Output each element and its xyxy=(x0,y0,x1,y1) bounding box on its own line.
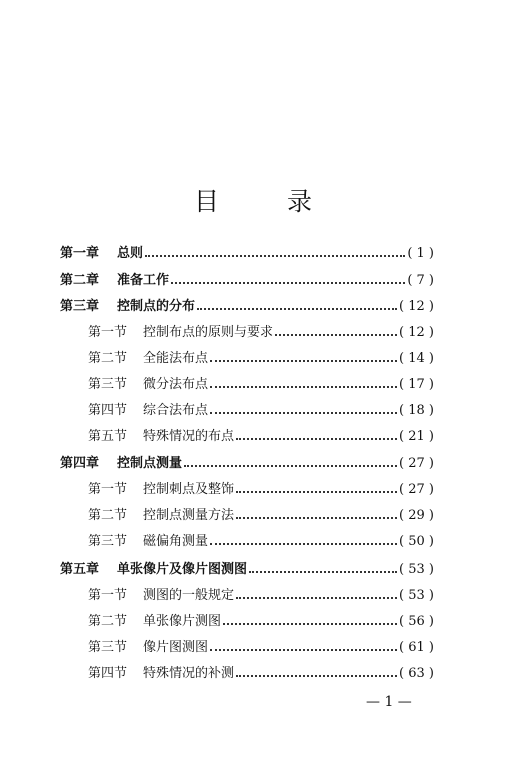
toc-chapter-row xyxy=(0,292,506,314)
toc-section-row xyxy=(0,396,506,418)
toc-section-row xyxy=(0,659,506,681)
toc-dot-leader xyxy=(210,649,397,651)
toc-chapter-row xyxy=(0,555,506,577)
toc-entry-number: 第五章 xyxy=(60,562,100,577)
toc-entry-page: ( 18 ) xyxy=(399,403,434,418)
toc-entry-number: 第一节 xyxy=(88,482,128,497)
toc-dot-leader xyxy=(236,517,397,519)
toc-entry-number: 第一节 xyxy=(88,325,128,340)
toc-entry-label: 微分法布点 xyxy=(143,377,209,392)
toc-entry-page: ( 27 ) xyxy=(399,456,434,471)
toc-dot-leader xyxy=(171,282,405,284)
toc-section-row xyxy=(0,527,506,549)
toc-dot-leader xyxy=(197,308,397,310)
toc-entry-label: 测图的一般规定 xyxy=(143,588,235,603)
toc-section-row xyxy=(0,581,506,603)
page-number: — 1 — xyxy=(366,694,412,710)
toc-entry-number: 第三节 xyxy=(88,377,128,392)
toc-entry-page: ( 27 ) xyxy=(399,482,434,497)
toc-entry-number: 第三节 xyxy=(88,534,128,549)
toc-chapter-row xyxy=(0,449,506,471)
page-title: 目 录 xyxy=(194,187,342,216)
toc-entry-page: ( 29 ) xyxy=(399,508,434,523)
toc-entry-label: 特殊情况的布点 xyxy=(143,429,235,444)
toc-dot-leader xyxy=(210,386,397,388)
toc-section-row xyxy=(0,344,506,366)
toc-dot-leader xyxy=(236,597,397,599)
toc-entry-label: 控制点的分布 xyxy=(117,299,196,314)
toc-section-row xyxy=(0,633,506,655)
toc-dot-leader xyxy=(145,255,405,257)
toc-entry-label: 像片图测图 xyxy=(143,640,209,655)
toc-entry-label: 控制刺点及整饰 xyxy=(143,482,235,497)
toc-entry-page: ( 61 ) xyxy=(399,640,434,655)
toc-entry-page: ( 21 ) xyxy=(399,429,434,444)
toc-entry-page: ( 12 ) xyxy=(399,325,434,340)
toc-chapter-row xyxy=(0,266,506,288)
toc-section-row xyxy=(0,370,506,392)
toc-entry-number: 第四节 xyxy=(88,666,128,681)
toc-entry-number: 第三节 xyxy=(88,640,128,655)
toc-entry-label: 控制布点的原则与要求 xyxy=(143,325,274,340)
toc-entry-label: 准备工作 xyxy=(117,273,170,288)
toc-entry-page: ( 50 ) xyxy=(399,534,434,549)
toc-entry-page: ( 53 ) xyxy=(399,562,434,577)
toc-entry-page: ( 56 ) xyxy=(399,614,434,629)
toc-entry-number: 第二节 xyxy=(88,614,128,629)
toc-entry-label: 综合法布点 xyxy=(143,403,209,418)
toc-entry-number: 第四节 xyxy=(88,403,128,418)
toc-dot-leader xyxy=(210,543,397,545)
toc-dot-leader xyxy=(236,491,397,493)
toc-entry-page: ( 1 ) xyxy=(407,246,434,261)
toc-dot-leader xyxy=(236,438,397,440)
toc-dot-leader xyxy=(275,334,397,336)
toc-entry-number: 第一章 xyxy=(60,246,100,261)
toc-chapter-row xyxy=(0,239,506,261)
toc-dot-leader xyxy=(223,623,397,625)
toc-entry-page: ( 14 ) xyxy=(399,351,434,366)
toc-entry-number: 第三章 xyxy=(60,299,100,314)
toc-entry-number: 第五节 xyxy=(88,429,128,444)
toc-entry-label: 总则 xyxy=(117,246,144,261)
toc-entry-page: ( 63 ) xyxy=(399,666,434,681)
toc-entry-number: 第二节 xyxy=(88,508,128,523)
toc-dot-leader xyxy=(210,412,397,414)
toc-entry-label: 控制点测量 xyxy=(117,456,183,471)
toc-dot-leader xyxy=(249,571,397,573)
toc-section-row xyxy=(0,607,506,629)
toc-entry-label: 磁偏角测量 xyxy=(143,534,209,549)
toc-dot-leader xyxy=(236,675,397,677)
toc-entry-page: ( 53 ) xyxy=(399,588,434,603)
toc-entry-label: 单张像片测图 xyxy=(143,614,222,629)
toc-entry-page: ( 17 ) xyxy=(399,377,434,392)
toc-section-row xyxy=(0,501,506,523)
toc-section-row xyxy=(0,318,506,340)
toc-entry-page: ( 12 ) xyxy=(399,299,434,314)
toc-entry-label: 特殊情况的补测 xyxy=(143,666,235,681)
toc-dot-leader xyxy=(210,360,397,362)
toc-entry-number: 第一节 xyxy=(88,588,128,603)
toc-entry-number: 第二节 xyxy=(88,351,128,366)
toc-entry-page: ( 7 ) xyxy=(407,273,434,288)
toc-dot-leader xyxy=(184,465,397,467)
toc-entry-number: 第二章 xyxy=(60,273,100,288)
toc-section-row xyxy=(0,475,506,497)
toc-section-row xyxy=(0,422,506,444)
toc-entry-number: 第四章 xyxy=(60,456,100,471)
toc-entry-label: 控制点测量方法 xyxy=(143,508,235,523)
toc-entry-label: 全能法布点 xyxy=(143,351,209,366)
toc-entry-label: 单张像片及像片图测图 xyxy=(117,562,248,577)
